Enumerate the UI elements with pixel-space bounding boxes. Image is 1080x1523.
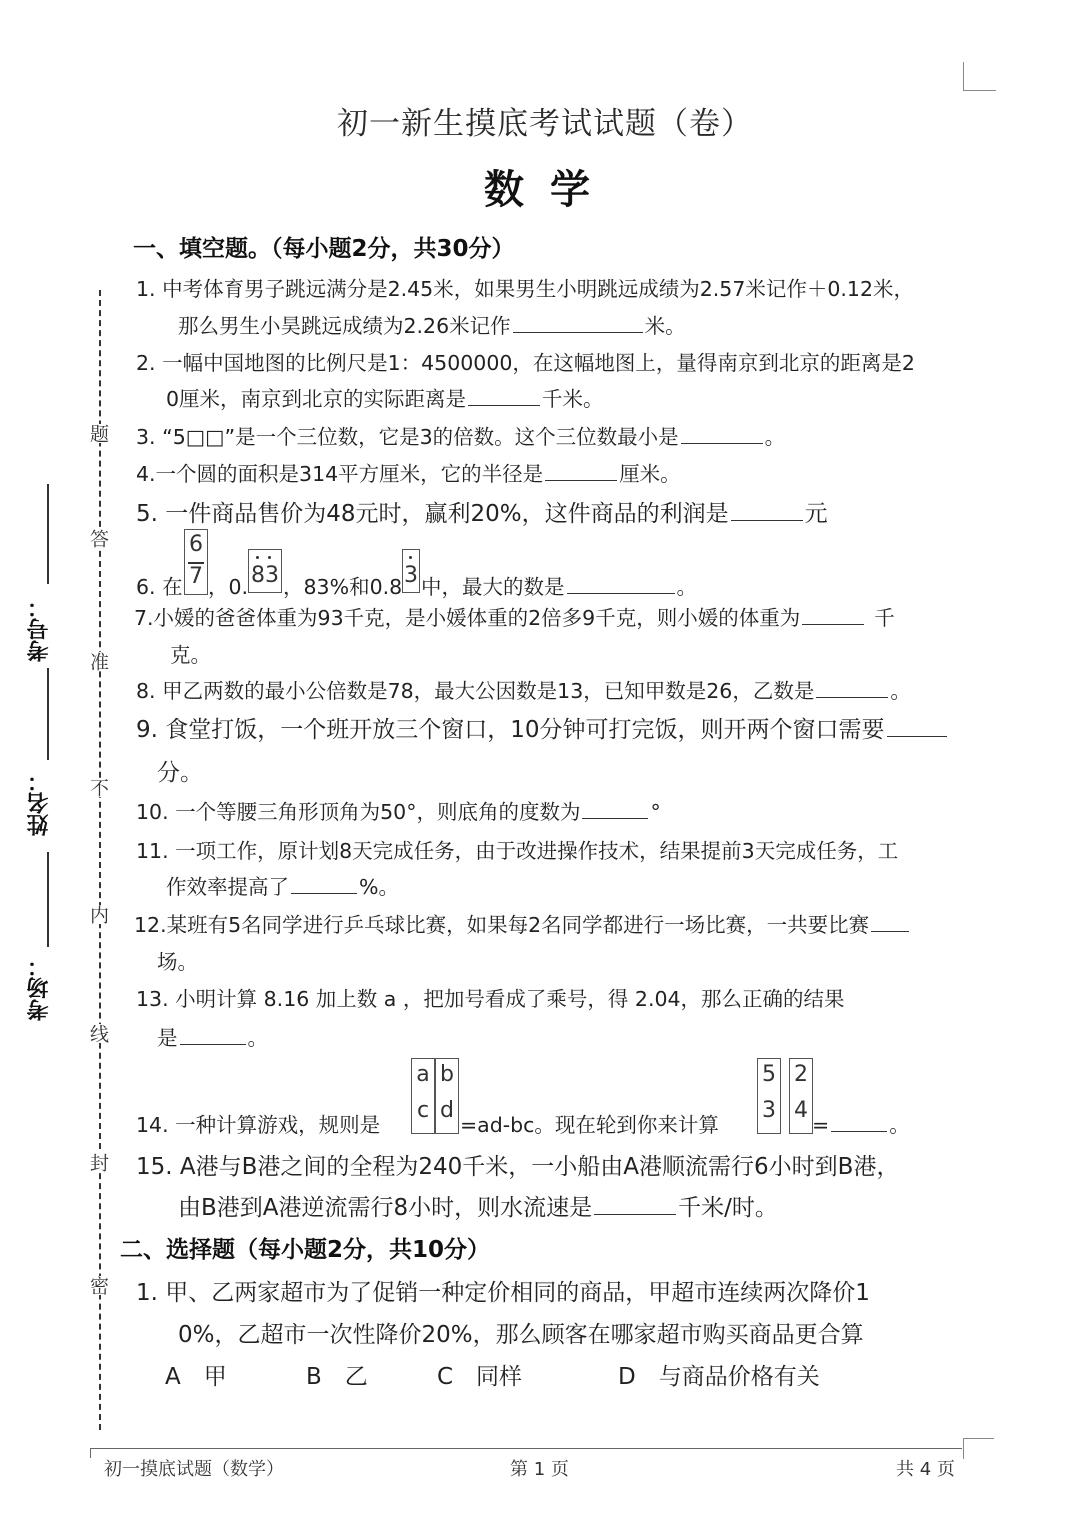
question-4-answer-blank[interactable] [545,460,617,482]
footer-rule [90,1448,962,1449]
question-7-line1: 7.小媛的爸爸体重为93千克，是小媛体重的2倍多9千克，则小媛的体重为 千 [134,601,895,631]
question-6-mid2: ，83%和0.8 [283,575,403,599]
question-1-text: 那么男生小昊跳远成绩为2.26米记作 [178,314,511,338]
question-6-mid1: ，0. [208,575,249,599]
question-12-line1: 12.某班有5名同学进行乒乓球比赛，如果每2名同学都进行一场比赛，一共要比赛 [134,908,911,938]
exam-number-label: 考号： [27,596,52,662]
rule-matrix-b: b [440,1062,454,1087]
seal-char-mi: 密 [87,1276,109,1295]
question-8-answer-blank[interactable] [816,677,888,699]
exam-number-field[interactable] [47,484,49,584]
choice-question-1-line2: 0%，乙超市一次性降价20%，那么顾客在哪家超市购买商品更合算 [178,1322,864,1348]
choice-option-d[interactable]: D 与商品价格有关 [618,1364,820,1390]
repeat-dot-1a [256,556,259,559]
name-label: 姓名： [27,770,52,836]
question-7-line2: 克。 [170,643,211,667]
question-1-line1: 1. 中考体育男子跳远满分是2.45米，如果男生小明跳远成绩为2.57米记作＋0.12米， [136,277,915,301]
question-2-line1: 2. 一幅中国地图的比例尺是1：4500000，在这幅地图上，量得南京到北京的距离是2 [136,351,915,375]
footer-page-number: 第 1 页 [510,1459,569,1480]
repeating-digits-1: 83 [251,563,279,588]
question-11-line1: 11. 一项工作，原计划8天完成任务，由于改进操作技术，结果提前3天完成任务，工 [136,839,899,863]
exam-room-field[interactable] [47,852,49,947]
question-13-line1: 13. 小明计算 8.16 加上数 a ，把加号看成了乘号，得 2.04，那么正确的结果 [136,987,845,1011]
question-3: 3. “5□□”是一个三位数，它是3的倍数。这个三位数最小是 。 [136,420,785,450]
choice-option-c[interactable]: C 同样 [437,1364,523,1390]
question-6-answer-blank[interactable] [567,573,675,595]
repeat-dot-1b [268,556,271,559]
question-10-answer-blank[interactable] [582,798,648,820]
choice-option-a[interactable]: A 甲 [165,1364,227,1390]
fraction-numerator: 6 [189,532,203,557]
question-3-answer-blank[interactable] [681,423,763,445]
question-2-line2: 0厘米，南京到北京的实际距离是 千米。 [166,382,604,412]
calc-matrix-2: 2 [794,1062,808,1087]
repeat-dot-2 [409,556,412,559]
rule-matrix-d: d [440,1098,454,1123]
question-14-mid: =ad-bc。现在轮到你来计算 [460,1113,719,1137]
question-11-answer-blank[interactable] [291,873,357,895]
seal-char-da: 答 [87,529,109,548]
question-15-answer-blank[interactable] [594,1191,676,1215]
subject-title: 数学 [484,167,616,213]
rule-matrix-c: c [416,1098,430,1123]
choice-question-1-line1: 1. 甲、乙两家超市为了促销一种定价相同的商品，甲超市连续两次降价1 [136,1280,870,1306]
seal-char-nei: 内 [87,905,109,924]
name-field[interactable] [47,668,49,760]
seal-char-bu: 不 [87,778,109,797]
section2-heading: 二、选择题（每小题2分，共10分） [120,1237,491,1263]
calc-matrix-4: 4 [794,1098,808,1123]
crop-mark-bottom [963,1438,994,1459]
question-15-line1: 15. A港与B港之间的全程为240千米，一小船由A港顺流需行6小时到B港， [136,1154,900,1180]
question-1-answer-blank[interactable] [513,312,643,334]
seal-dashed-line [99,290,101,1430]
seal-char-feng: 封 [87,1153,109,1172]
fraction-denominator: 7 [189,564,203,589]
seal-char-zhun: 准 [87,652,109,671]
question-10: 10. 一个等腰三角形顶角为50°，则底角的度数为 ° [136,795,661,825]
question-9-answer-blank[interactable] [887,713,947,737]
question-14-prefix: 14. 一种计算游戏，规则是 [136,1113,381,1137]
question-14-answer-blank[interactable] [831,1111,887,1133]
question-13-answer-blank[interactable] [180,1024,246,1046]
question-12-answer-blank[interactable] [871,911,909,933]
question-9-line2: 分。 [157,760,203,786]
question-7-answer-blank[interactable] [802,604,864,626]
question-8: 8. 甲乙两数的最小公倍数是78，最大公因数是13，已知甲数是26，乙数是 。 [136,674,911,704]
question-6-prefix: 6. 在 [136,575,183,599]
page-title: 初一新生摸底考试试题（卷） [337,106,753,142]
footer-rule-tick [90,1448,91,1458]
seal-char-ti: 题 [87,424,109,443]
exam-room-label: 考场： [27,955,52,1021]
question-5: 5. 一件商品售价为48元时，赢利20%，这件商品的利润是 元 [136,495,828,528]
question-4: 4.一个圆的面积是314平方厘米，它的半径是 厘米。 [136,457,681,487]
footer-left: 初一摸底试题（数学） [104,1459,284,1480]
question-9-line1: 9. 食堂打饭，一个班开放三个窗口，10分钟可打完饭，则开两个窗口需要 [136,711,949,744]
repeating-digit-2: 3 [404,563,418,588]
seal-char-xian: 线 [87,1024,109,1043]
question-2-answer-blank[interactable] [468,385,540,407]
question-6-tail: 中，最大的数是 。 [421,570,697,600]
calc-matrix-5: 5 [762,1062,776,1087]
question-11-line2: 作效率提高了 %。 [166,870,399,900]
question-12-line2: 场。 [157,950,198,974]
question-14-tail: = 。 [812,1108,910,1138]
question-15-line2: 由B港到A港逆流需行8小时，则水流速是 千米/时。 [178,1189,778,1222]
crop-mark-top [963,62,996,91]
question-1-line2: 那么男生小昊跳远成绩为2.26米记作 米。 [178,309,686,339]
rule-matrix-a: a [416,1062,430,1087]
section1-heading: 一、填空题。（每小题2分，共30分） [133,236,515,262]
calc-matrix-3: 3 [762,1098,776,1123]
footer-total-pages: 共 4 页 [896,1459,955,1480]
question-13-line2: 是 。 [157,1021,268,1051]
question-5-answer-blank[interactable] [731,497,803,521]
choice-option-b[interactable]: B 乙 [306,1364,368,1390]
